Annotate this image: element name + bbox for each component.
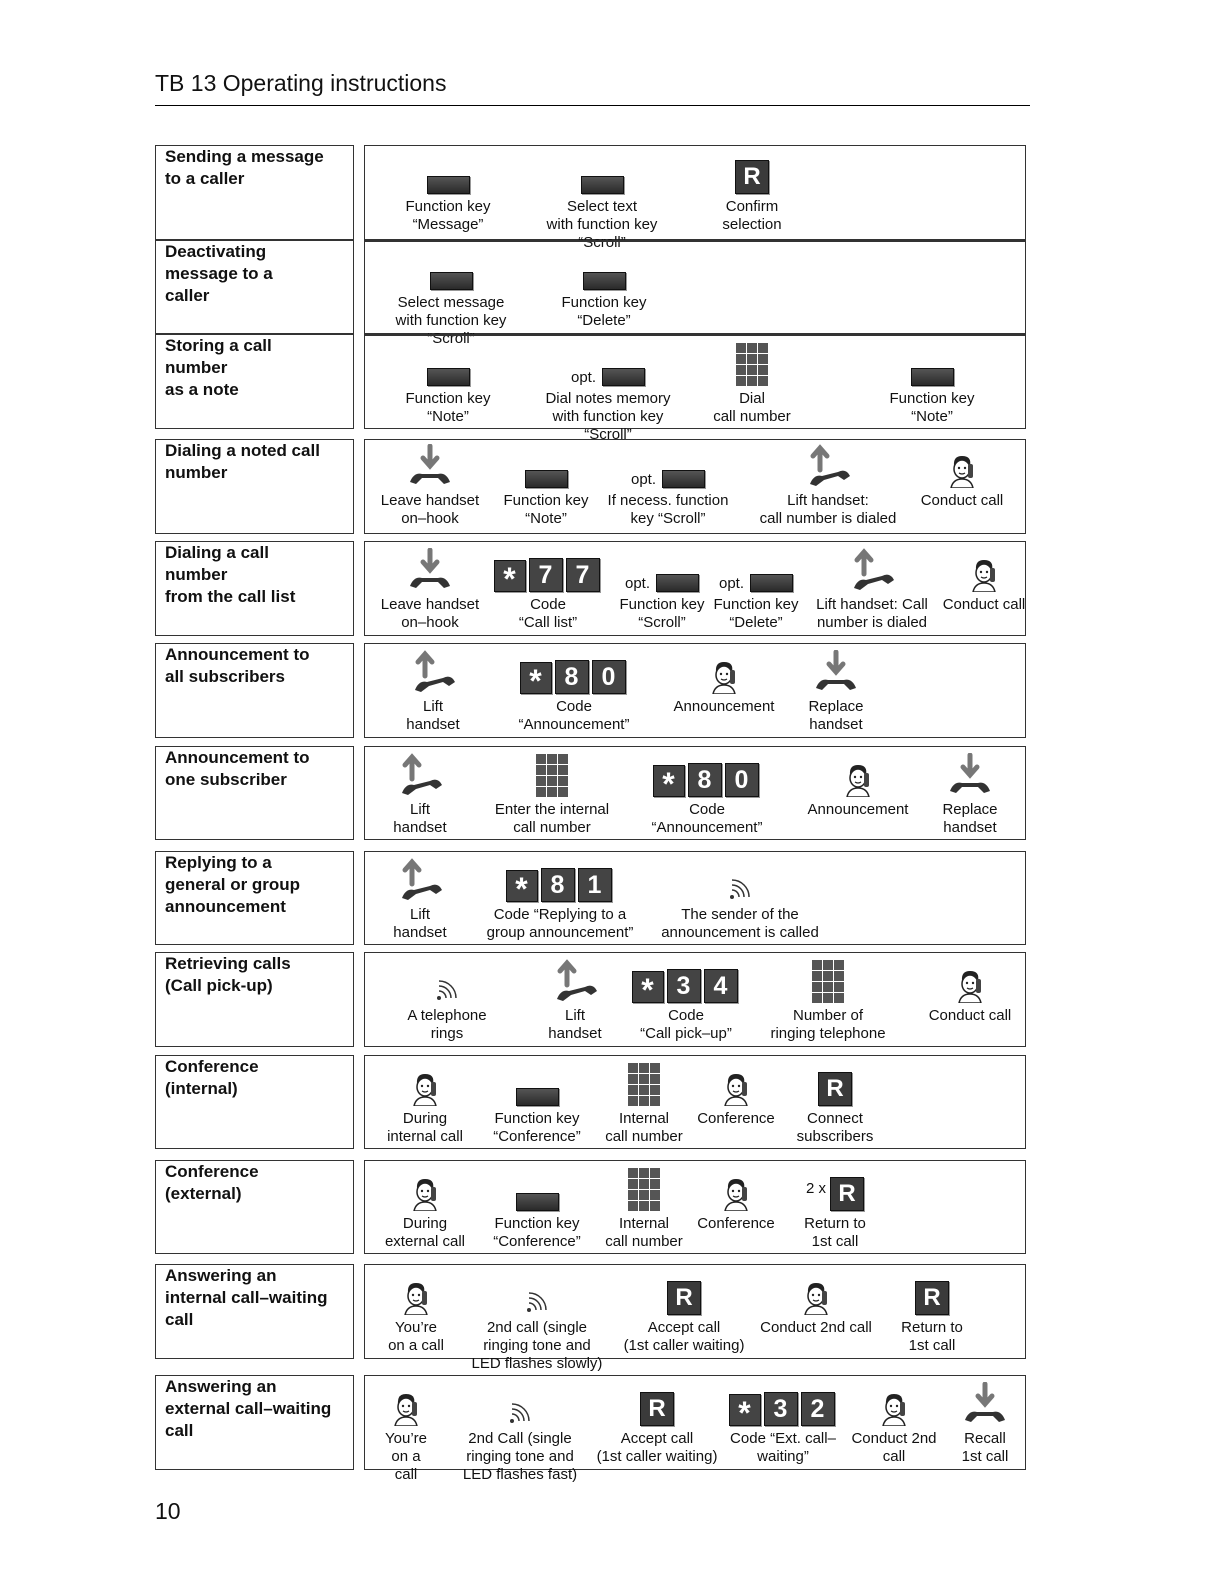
step-icons (571, 340, 645, 386)
instruction-row (155, 541, 1026, 636)
step-caption: Recall 1st call (961, 1430, 1009, 1465)
star-key-icon: * (494, 560, 526, 592)
step-icons (410, 1060, 440, 1106)
person-on-phone-icon (401, 1281, 431, 1315)
step (895, 1380, 1075, 1466)
step-caption: Function key “Conference” (493, 1110, 581, 1145)
digit-key-icon: 3 (667, 969, 701, 1003)
step-icons (409, 648, 457, 694)
function-key-icon (516, 1193, 559, 1211)
step-caption: Return to 1st call (804, 1215, 866, 1250)
row-label: Dialing a call number from the call list (155, 541, 354, 636)
step-caption: Leave handset on–hook (380, 492, 480, 527)
r-key-icon: R (915, 1281, 949, 1315)
instruction-row (155, 1055, 1026, 1149)
digit-key-icon: 8 (541, 868, 575, 902)
step-icons (961, 1380, 1009, 1426)
step (662, 148, 842, 234)
person-on-phone-icon (410, 1177, 440, 1211)
function-key-icon (525, 470, 568, 488)
person-on-phone-icon (801, 1281, 831, 1315)
instruction-row (155, 746, 1026, 840)
step-caption: Replace handset (808, 698, 864, 733)
star-key-icon: * (506, 870, 538, 902)
digit-key-icon: 7 (566, 558, 600, 592)
steps-panel (364, 1160, 1026, 1254)
instruction-row (155, 334, 1026, 443)
steps-panel (364, 145, 1026, 251)
person-on-phone-icon (709, 660, 739, 694)
row-label: Retrieving calls (Call pick-up) (155, 952, 354, 1047)
digit-key-icon: 4 (704, 969, 738, 1003)
step-caption: Select text with function key “Scroll” (546, 198, 658, 251)
steps-panel (364, 851, 1026, 945)
function-key-icon (662, 470, 705, 488)
step-caption: Return to 1st call (901, 1319, 963, 1354)
step-icons (525, 442, 568, 488)
keypad-icon (536, 754, 568, 797)
instruction-row (155, 240, 1026, 347)
function-key-icon (516, 1088, 559, 1106)
step-caption: Lift handset: Call number is dialed (816, 596, 928, 631)
step-caption: 2nd call (single ringing tone and LED flashes slowly) (471, 1319, 603, 1372)
digit-key-icon: 8 (688, 763, 722, 797)
step-caption: Code “Call list” (518, 596, 578, 631)
lift-handset-icon (804, 444, 852, 488)
step-caption: Conference (697, 1110, 775, 1127)
step-icons (507, 1380, 533, 1426)
step-icons (727, 856, 753, 902)
step-caption: Function key “Note” (889, 390, 975, 425)
step-icons (709, 648, 739, 694)
step (462, 751, 642, 837)
replace-handset-icon (406, 548, 454, 592)
step-icons (427, 148, 470, 194)
step (358, 340, 538, 426)
step-caption: Leave handset on–hook (380, 596, 480, 631)
step-icons (410, 1165, 440, 1211)
person-on-phone-icon (410, 1072, 440, 1106)
steps-panel (364, 240, 1026, 347)
step-caption: The sender of the announcement is called (661, 906, 819, 941)
step-caption: Conduct 2nd call (851, 1430, 937, 1465)
step-icons (632, 957, 741, 1008)
instruction-row (155, 439, 1026, 534)
person-on-phone-icon (843, 763, 873, 797)
step-icons (396, 856, 444, 902)
step-caption: Function key “Delete” (561, 294, 647, 329)
step-caption: Lift handset (393, 801, 447, 836)
step-caption: During internal call (387, 1110, 463, 1145)
step-icons (955, 957, 985, 1003)
replace-handset-icon (961, 1382, 1009, 1426)
step-icons (969, 546, 999, 592)
step-caption: Lift handset (406, 698, 460, 733)
star-key-icon: * (729, 1394, 761, 1426)
step-caption: If necess. function key “Scroll” (607, 492, 729, 527)
r-key-icon: R (830, 1177, 864, 1211)
step-icons (516, 1165, 559, 1211)
step-caption: During external call (384, 1215, 466, 1250)
step-caption: Function key “Note” (405, 390, 491, 425)
step-caption: Number of ringing telephone (770, 1007, 886, 1042)
step-icons (520, 648, 629, 699)
instruction-row (155, 643, 1026, 738)
steps-panel (364, 334, 1026, 443)
steps-panel (364, 746, 1026, 840)
step-icons (812, 648, 860, 694)
step (514, 244, 694, 330)
ringing-icon (524, 1289, 550, 1315)
lift-handset-icon (551, 959, 599, 1003)
step-icons (631, 442, 705, 488)
step-icons (536, 751, 568, 797)
step-caption: Connect subscribers (796, 1110, 874, 1145)
step-icons (947, 442, 977, 488)
steps-panel (364, 439, 1026, 534)
r-key-icon: R (818, 1072, 852, 1106)
step-caption: Internal call number (605, 1215, 683, 1250)
keypad-icon (736, 343, 768, 386)
step-icons (581, 148, 624, 194)
step-icons (915, 1269, 949, 1315)
row-label: Conference (internal) (155, 1055, 354, 1149)
step-caption: Announcement (673, 698, 775, 715)
digit-key-icon: 2 (801, 1392, 835, 1426)
step-caption: Code “Call pick–up” (640, 1007, 732, 1042)
step-icons (946, 751, 994, 797)
digit-key-icon: 0 (725, 763, 759, 797)
replace-handset-icon (946, 753, 994, 797)
digit-key-icon: 3 (764, 1392, 798, 1426)
step-icons (391, 1380, 421, 1426)
step-icons (396, 751, 444, 797)
step-icons (804, 442, 852, 488)
digit-key-icon: 7 (529, 558, 563, 592)
function-key-icon (430, 272, 473, 290)
instruction-row (155, 145, 1026, 251)
step (872, 442, 1052, 510)
replace-handset-icon (406, 444, 454, 488)
step-icons (583, 244, 626, 290)
step-icons (506, 856, 615, 907)
star-key-icon: * (520, 662, 552, 694)
function-key-icon (583, 272, 626, 290)
step-icons (806, 1165, 864, 1211)
ringing-icon (434, 977, 460, 1003)
ringing-icon (507, 1400, 533, 1426)
keypad-icon (812, 960, 844, 1003)
optional-label: opt. (570, 369, 597, 386)
step-caption: Enter the internal call number (494, 801, 610, 836)
row-label: Dialing a noted call number (155, 439, 354, 534)
function-key-icon (581, 176, 624, 194)
step-icons (401, 1269, 431, 1315)
steps-panel (364, 643, 1026, 738)
step-caption: Function key “Note” (503, 492, 589, 527)
step-caption: Code “Announcement” (518, 698, 630, 733)
function-key-icon (427, 176, 470, 194)
row-label: Conference (external) (155, 1160, 354, 1254)
page-number: 10 (155, 1498, 181, 1524)
function-key-icon (911, 368, 954, 386)
optional-label: opt. (624, 575, 651, 592)
step (746, 648, 926, 734)
step-icons (812, 957, 844, 1003)
step-icons (735, 148, 769, 194)
step-caption: You’re on a call (385, 1430, 427, 1483)
step-caption: Internal call number (605, 1110, 683, 1145)
step-caption: Code “Replying to a group announcement” (486, 906, 634, 941)
step-icons (818, 1060, 852, 1106)
page-header (155, 70, 1030, 106)
step-caption: Function key “Scroll” (619, 596, 705, 631)
step (880, 957, 1060, 1025)
row-label: Replying to a general or group announcement (155, 851, 354, 945)
step (880, 751, 1060, 837)
step (662, 340, 842, 426)
step-icons (843, 751, 873, 797)
repeat-prefix: 2 x (805, 1179, 826, 1197)
step-icons (653, 751, 762, 802)
steps-panel (364, 541, 1026, 636)
step-caption: Dial call number (713, 390, 791, 425)
step-icons (427, 340, 470, 386)
instruction-row (155, 952, 1026, 1047)
step-caption: Accept call (1st caller waiting) (596, 1430, 718, 1465)
step-caption: Lift handset (393, 906, 447, 941)
step-icons (667, 1269, 701, 1315)
function-key-icon (427, 368, 470, 386)
ringing-icon (727, 876, 753, 902)
row-label: Announcement to one subscriber (155, 746, 354, 840)
step-caption: Function key “Conference” (493, 1215, 581, 1250)
page-title: TB 13 Operating instructions (155, 70, 447, 96)
step (578, 442, 758, 528)
step-icons (406, 546, 454, 592)
steps-panel (364, 1055, 1026, 1149)
steps-panel (364, 952, 1026, 1047)
lift-handset-icon (848, 548, 896, 592)
step-caption: 2nd Call (single ringing tone and LED flashes fast) (462, 1430, 578, 1483)
optional-label: opt. (630, 471, 657, 488)
step-icons (516, 1060, 559, 1106)
step-caption: Code “Ext. call– waiting” (730, 1430, 836, 1465)
step-caption: Announcement (807, 801, 909, 818)
step-caption: Dial notes memory with function key “Scroll” (545, 390, 671, 443)
step-icons (640, 1380, 674, 1426)
digit-key-icon: 1 (578, 868, 612, 902)
row-label: Storing a call number as a note (155, 334, 354, 429)
step (470, 856, 650, 942)
step-caption: Accept call (1st caller waiting) (623, 1319, 745, 1354)
person-on-phone-icon (955, 969, 985, 1003)
person-on-phone-icon (391, 1392, 421, 1426)
row-label: Answering an internal call–waiting call (155, 1264, 354, 1359)
function-key-icon (602, 368, 645, 386)
step (745, 1060, 925, 1146)
step-caption: Conduct call (928, 1007, 1012, 1024)
r-key-icon: R (667, 1281, 701, 1315)
r-key-icon: R (640, 1392, 674, 1426)
person-on-phone-icon (969, 558, 999, 592)
step-icons (524, 1269, 550, 1315)
step-caption: Conference (697, 1215, 775, 1232)
lift-handset-icon (409, 650, 457, 694)
instruction-row (155, 1264, 1026, 1372)
step-icons (736, 340, 768, 386)
step (894, 546, 1074, 614)
step-icons (434, 957, 460, 1003)
step-icons (801, 1269, 831, 1315)
step-icons (406, 442, 454, 488)
step-caption: Conduct call (942, 596, 1026, 613)
step-caption: Conduct 2nd call (760, 1319, 872, 1336)
instruction-row (155, 1375, 1026, 1483)
lift-handset-icon (396, 753, 444, 797)
step-caption: Select message with function key “Scroll” (395, 294, 507, 347)
replace-handset-icon (812, 650, 860, 694)
step-caption: Function key “Delete” (713, 596, 799, 631)
row-label: Answering an external call–waiting call (155, 1375, 354, 1470)
row-label: Announcement to all subscribers (155, 643, 354, 738)
step (842, 340, 1022, 426)
star-key-icon: * (653, 765, 685, 797)
steps-panel (364, 1264, 1026, 1372)
digit-key-icon: 0 (592, 660, 626, 694)
step-icons (551, 957, 599, 1003)
step-caption: Replace handset (942, 801, 998, 836)
step-caption: Confirm selection (722, 198, 782, 233)
step-caption: Conduct call (920, 492, 1004, 509)
optional-label: opt. (718, 575, 745, 592)
steps-panel (364, 1375, 1026, 1483)
star-key-icon: * (632, 971, 664, 1003)
step-caption: Function key “Message” (405, 198, 491, 233)
step (358, 148, 538, 234)
step-caption: You’re on a call (388, 1319, 444, 1354)
r-key-icon: R (735, 160, 769, 194)
step-caption: Lift handset (548, 1007, 602, 1042)
instruction-row (155, 851, 1026, 945)
step (650, 856, 830, 942)
digit-key-icon: 8 (555, 660, 589, 694)
step-icons (848, 546, 896, 592)
step-caption: Code “Announcement” (651, 801, 763, 836)
row-label: Deactivating message to a caller (155, 240, 354, 334)
step (842, 1269, 1022, 1355)
instruction-row (155, 1160, 1026, 1254)
step-icons (430, 244, 473, 290)
step-icons (911, 340, 954, 386)
lift-handset-icon (396, 858, 444, 902)
step-caption: A telephone rings (407, 1007, 487, 1042)
row-label: Sending a message to a caller (155, 145, 354, 240)
person-on-phone-icon (947, 454, 977, 488)
step-caption: Lift handset: call number is dialed (759, 492, 897, 527)
step (745, 1165, 925, 1251)
